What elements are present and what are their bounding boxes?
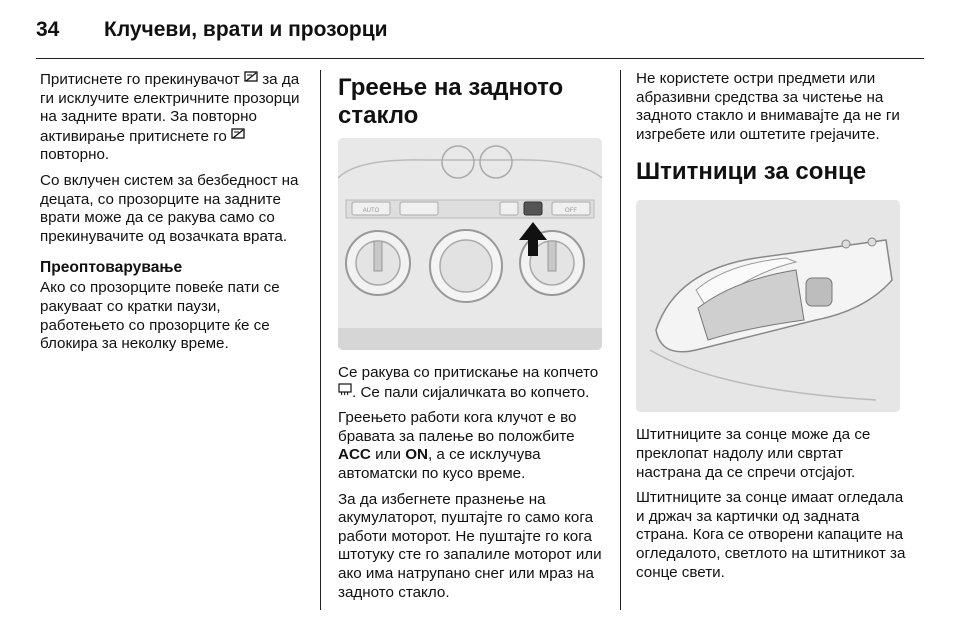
column-divider [620, 70, 621, 610]
column-right [636, 70, 906, 589]
paragraph-window-lock: Притиснете го прекинувачот за да ги исклучите електричните прозорци на задните врати. За повторно активирање притиснете го повторно. [40, 71, 300, 164]
sun-visor-figure [636, 200, 900, 412]
column-left [40, 70, 302, 361]
column-divider [320, 70, 321, 610]
paragraph-visor-mirror: Штитниците за сонце имаат огледала и држач за картички од задната страна. Кога се отворени капаците на огледалото, светлото на штитникот за сонце свети. [636, 489, 906, 581]
paragraph-visor-fold: Штитниците за сонце може да се преклопат надолу или свртат настрана да се спречи отсјајот. [636, 426, 871, 481]
paragraph-operation: Се ракува со притискање на копчето . Се пали сијаличката во копчето. [338, 364, 599, 401]
sun-visor-illustration [636, 200, 900, 412]
window-lock-icon [231, 127, 245, 146]
page-number: 34 [36, 18, 60, 41]
column-middle [338, 70, 604, 609]
window-lock-icon [244, 70, 258, 89]
paragraph-overload: Ако со прозорците повеќе пати се ракуваат со кратки паузи, работењето со прозорците ќе се блокира за неколку време. [40, 279, 280, 353]
auto-button-label: AUTO [362, 208, 380, 214]
climate-panel-illustration [338, 138, 602, 350]
subheading-overload: Преоптоварување [40, 259, 183, 277]
paragraph-battery: За да избегнете празнење на акумулаторот, пуштајте го само кога работи моторот. Не пуштајте го кога штотуку сте го запалиле моторот или ако има натрупано снег или мраз на задното стакло. [338, 490, 602, 601]
page-title: Клучеви, врати и прозорци [104, 18, 388, 41]
paragraph-cleaning-warning: Не користете остри предмети или абразивни средства за чистење на задното стакло и внимавајте да не ги изгребете или оштетите грејачите. [636, 70, 900, 143]
section-heading-rear-window-heating: Греење на задното стакло [338, 74, 564, 129]
header-divider [36, 58, 924, 59]
section-heading-sun-visors: Штитници за сонце [636, 158, 867, 186]
paragraph-ignition: Греењето работи кога клучот е во бравата за палење во положбите ACC или ON, а се исклучува автоматски по кусо време. [338, 409, 577, 482]
rear-defrost-icon [338, 383, 352, 402]
climate-control-figure [338, 138, 602, 350]
page-header [0, 0, 960, 62]
off-button-label: OFF [565, 208, 577, 214]
paragraph-child-safety: Со вклучен систем за безбедност на децата, со прозорците на задните врати може да се ракува само со прекинувачите од возачката врата. [40, 171, 299, 245]
